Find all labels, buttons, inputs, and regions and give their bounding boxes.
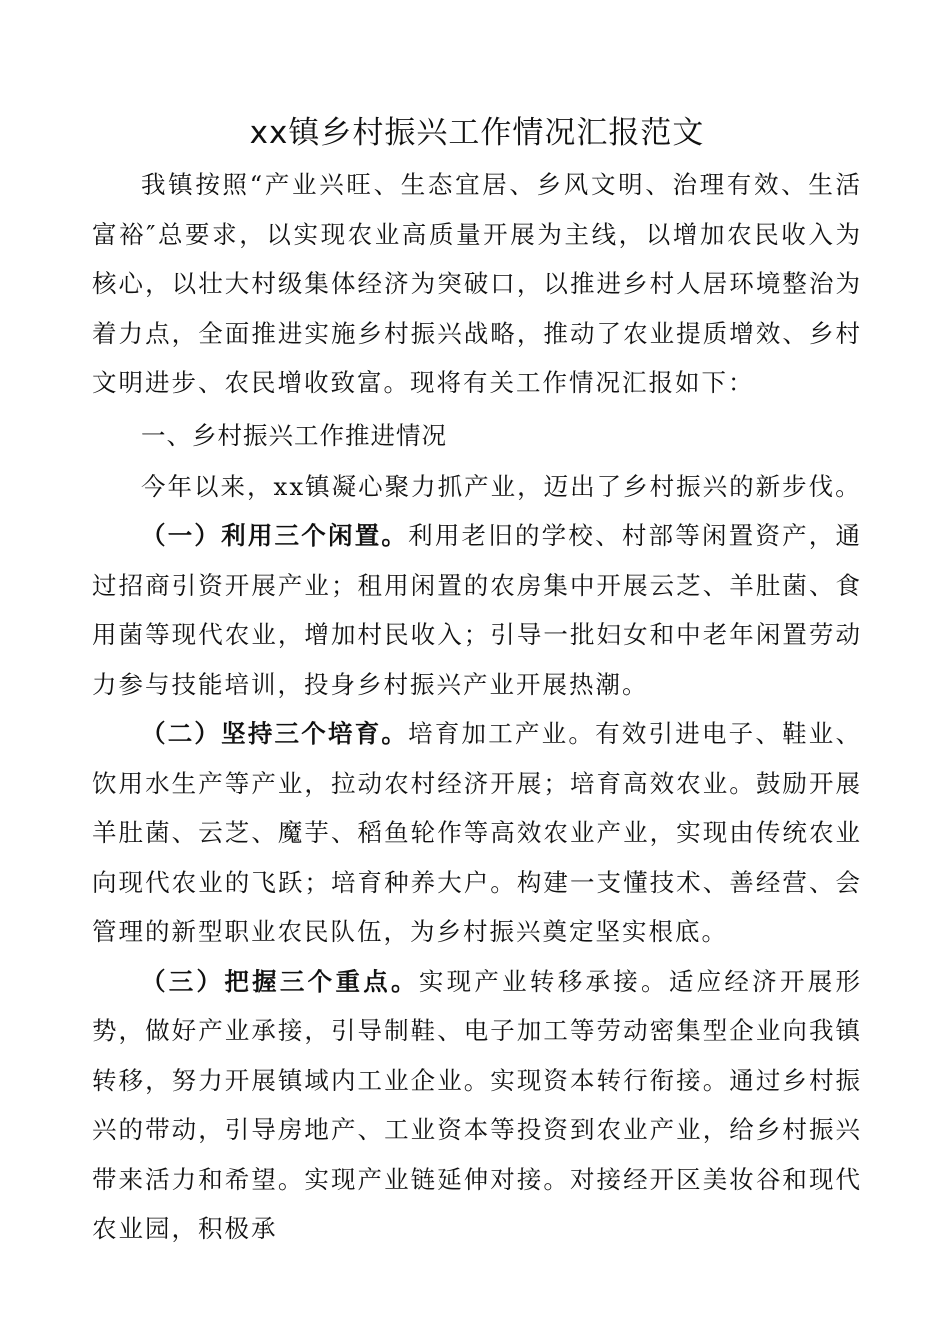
item-paragraph-1 <box>92 511 862 709</box>
intro-paragraph: 我镇按照“产业兴旺、生态宜居、乡风文明、治理有效、生活富裕″总要求，以实现农业高质量开展为主线，以增加农民收入为核心，以壮大村级集体经济为突破口，以推进乡村人居环境整治为着力点，全面推进实施乡村振兴战略，推动了农业提质增效、乡村文明进步、农民增收致富。现将有关工作情况汇报如下： <box>92 170 862 397</box>
section-intro-paragraph: 今年以来，xx镇凝心聚力抓产业，迈出了乡村振兴的新步伐。 <box>141 471 862 501</box>
document-title: xx镇乡村振兴工作情况汇报范文 <box>249 115 705 151</box>
section-heading: 一、乡村振兴工作推进情况 <box>141 420 447 450</box>
item-body-3: 实现产业转移承接。适应经济开展形势，做好产业承接，引导制鞋、电子加工等劳动密集型企业向我镇转移，努力开展镇域内工业企业。实现资本转行衔接。通过乡村振兴的带动，引导房地产、工业资本等投资到农业产业，给乡村振兴带来活力和希望。实现产业链延伸对接。对接经开区美妆谷和现代农业园，积极承 <box>92 966 863 1243</box>
item-lead-3: （三）把握三个重点。 <box>141 966 419 996</box>
item-body-1: 利用老旧的学校、村部等闲置资产，通过招商引资开展产业；租用闲置的农房集中开展云芝、羊肚菌、食用菌等现代农业，增加村民收入；引导一批妇女和中老年闲置劳动力参与技能培训，投身乡村振兴产业开展热潮。 <box>92 521 863 699</box>
item-paragraph-2 <box>92 709 862 957</box>
item-body-2: 培育加工产业。有效引进电子、鞋业、饮用水生产等产业，拉动农村经济开展；培育高效农业。鼓励开展羊肚菌、云芝、魔芋、稻鱼轮作等高效农业产业，实现由传统农业向现代农业的飞跃；培育种养大户。构建一支懂技术、善经营、会管理的新型职业农民队伍，为乡村振兴奠定坚实根底。 <box>92 719 863 946</box>
item-lead-1: （一）利用三个闲置。 <box>141 521 409 550</box>
item-paragraph-3 <box>92 957 862 1254</box>
document-page <box>92 108 862 1254</box>
item-lead-2: （二）坚持三个培育。 <box>141 719 409 748</box>
